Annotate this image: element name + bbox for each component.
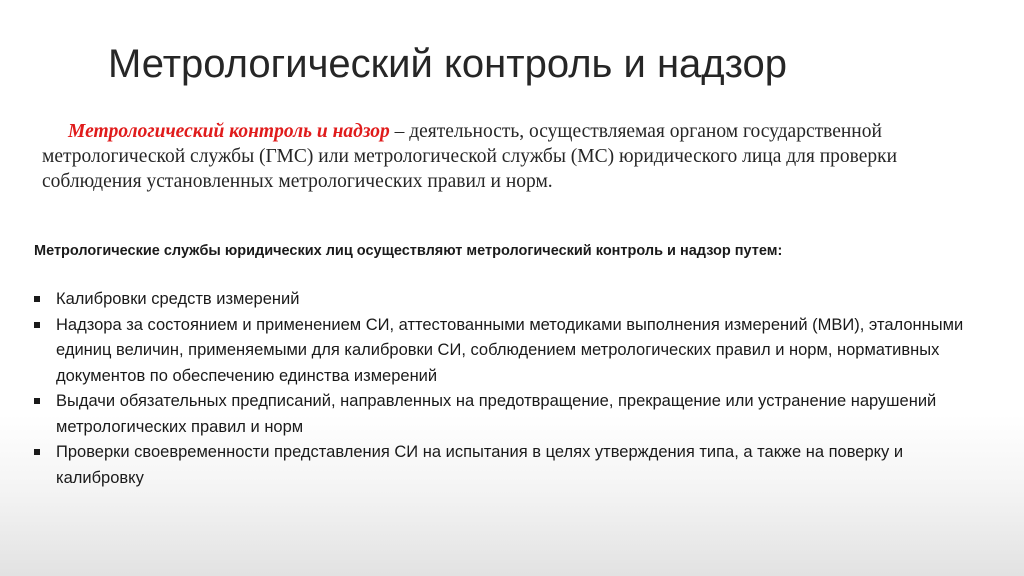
definition-term: Метрологический контроль и надзор [68,121,390,142]
list-item [34,440,964,491]
list-item [34,287,964,313]
bullet-icon [34,398,40,404]
bullet-icon [34,449,40,455]
definition-paragraph [42,119,992,194]
list-item-text: Проверки своевременности представления СИ на испытания в целях утверждения типа, а также на поверку и калибровку [56,443,904,487]
list-item-text: Выдачи обязательных предписаний, направленных на предотвращение, прекращение или устранение нарушений метрологических правил и норм [56,392,937,436]
slide-title: Метрологический контроль и надзор [108,42,788,86]
bullet-icon [34,296,40,302]
bullet-list [34,287,964,491]
bullet-icon [34,322,40,328]
list-item [34,389,964,440]
list-item [34,313,964,390]
list-item-text: Надзора за состоянием и применением СИ, аттестованными методиками выполнения измерений (МВИ), эталонными единиц величин, применяемыми для калибровки СИ, соблюдением метрологических правил и норм, нормативных документов по обеспечению единства измерений [56,315,964,385]
list-item-text: Калибровки средств измерений [56,290,300,308]
definition-text: – деятельность, осуществляемая органом государственной метрологической службы (ГМС) или метрологической службы (МС) юридического лица для проверки соблюдения установленных метрологических правил и норм. [42,121,898,192]
lead-sentence: Метрологические службы юридических лиц осуществляют метрологический контроль и надзор путем: [34,243,783,259]
